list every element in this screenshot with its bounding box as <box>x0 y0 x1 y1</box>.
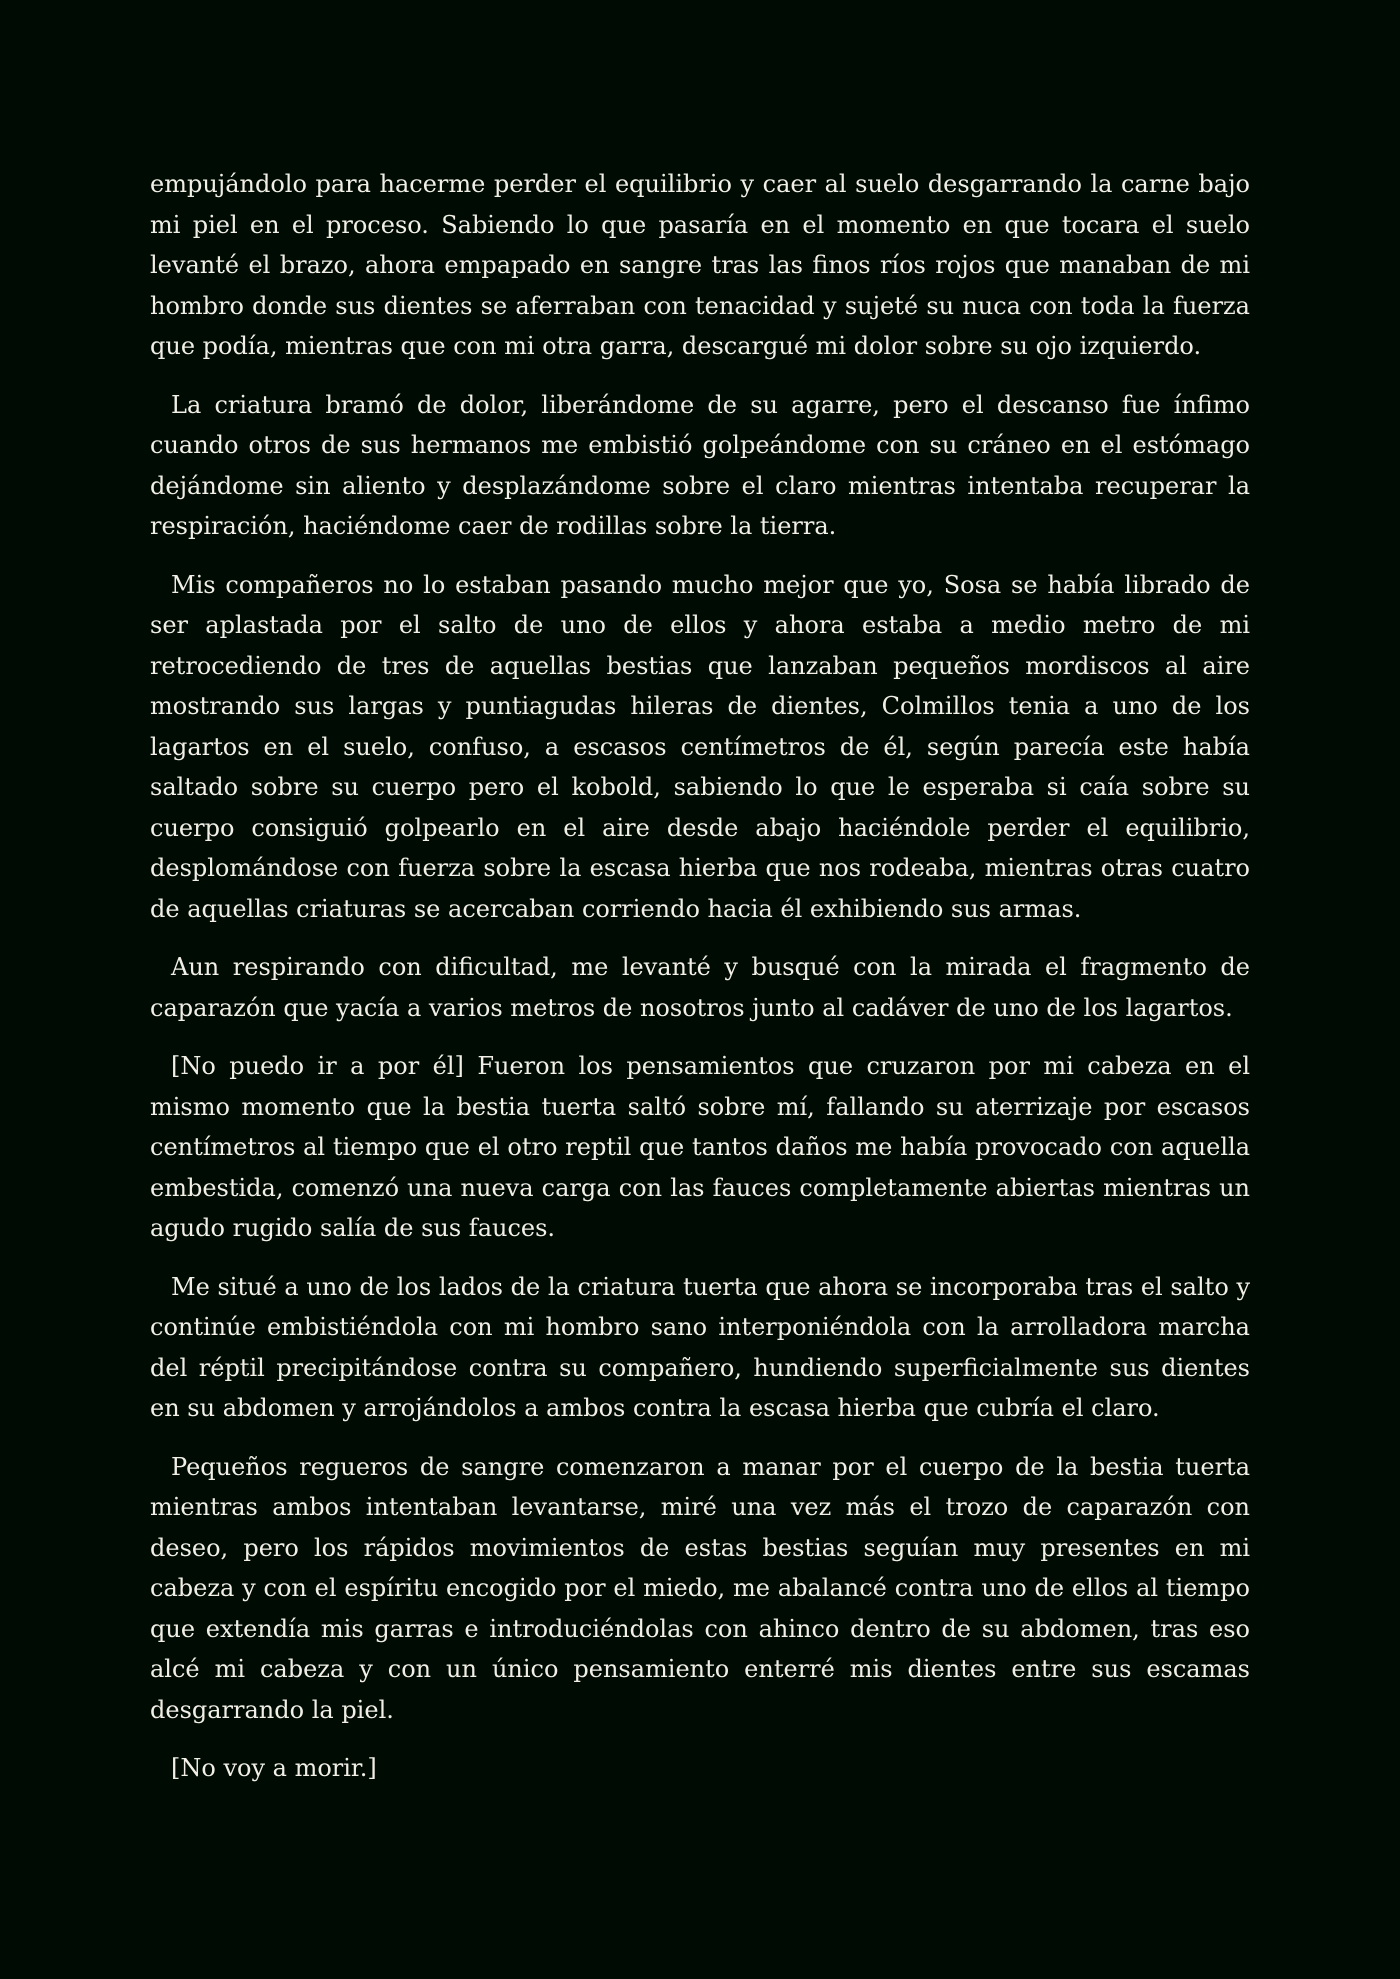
paragraph-5: [No puedo ir a por él] Fueron los pensamientos que cruzaron por mi cabeza en el mismo momento que la bestia tuerta saltó sobre mí, fallando su aterrizaje por escasos centímetros al tiempo que el otro reptil que tantos daños me había provocado con aquella embestida, comenzó una nueva carga con las fauces completamente abiertas mientras un agudo rugido salía de sus fauces. <box>150 1052 1250 1242</box>
paragraph-8: [No voy a morir.] <box>171 1754 377 1782</box>
paragraph-4: Aun respirando con dificultad, me levanté y busqué con la mirada el fragmento de caparazón que yacía a varios metros de nosotros junto al cadáver de uno de los lagartos. <box>150 953 1250 1022</box>
paragraph-3: Mis compañeros no lo estaban pasando mucho mejor que yo, Sosa se había librado de ser aplastada por el salto de uno de ellos y ahora estaba a medio metro de mi retrocediendo de tres de aquellas bestias que lanzaban pequeños mordiscos al aire mostrando sus largas y puntiagudas hileras de dientes, Colmillos tenia a uno de los lagartos en el suelo, confuso, a escasos centímetros de él, según parecía este había saltado sobre su cuerpo pero el kobold, sabiendo lo que le esperaba si caía sobre su cuerpo consiguió golpearlo en el aire desde abajo haciéndole perder el equilibrio, desplomándose con fuerza sobre la escasa hierba que nos rodeaba, mientras otras cuatro de aquellas criaturas se acercaban corriendo hacia él exhibiendo sus armas. <box>150 570 1250 923</box>
page-text <box>150 164 1250 1789</box>
paragraph-2: La criatura bramó de dolor, liberándome de su agarre, pero el descanso fue ínfimo cuando otros de sus hermanos me embistió golpeándome con su cráneo en el estómago dejándome sin aliento y desplazándome sobre el claro mientras intentaba recuperar la respiración, haciéndome caer de rodillas sobre la tierra. <box>150 390 1250 540</box>
paragraph-6: Me situé a uno de los lados de la criatura tuerta que ahora se incorporaba tras el salto y continúe embistiéndola con mi hombro sano interponiéndola con la arrolladora marcha del réptil precipitándose contra su compañero, hundiendo superficialmente sus dientes en su abdomen y arrojándolos a ambos contra la escasa hierba que cubría el claro. <box>150 1272 1250 1422</box>
paragraph-1: empujándolo para hacerme perder el equilibrio y caer al suelo desgarrando la carne bajo mi piel en el proceso. Sabiendo lo que pasaría en el momento en que tocara el suelo levanté el brazo, ahora empapado en sangre tras las finos ríos rojos que manaban de mi hombro donde sus dientes se aferraban con tenacidad y sujeté su nuca con toda la fuerza que podía, mientras que con mi otra garra, descargué mi dolor sobre su ojo izquierdo. <box>150 170 1250 360</box>
paragraph-7: Pequeños regueros de sangre comenzaron a manar por el cuerpo de la bestia tuerta mientras ambos intentaban levantarse, miré una vez más el trozo de caparazón con deseo, pero los rápidos movimientos de estas bestias seguían muy presentes en mi cabeza y con el espíritu encogido por el miedo, me abalancé contra uno de ellos al tiempo que extendía mis garras e introduciéndolas con ahinco dentro de su abdomen, tras eso alcé mi cabeza y con un único pensamiento enterré mis dientes entre sus escamas desgarrando la piel. <box>150 1452 1250 1724</box>
